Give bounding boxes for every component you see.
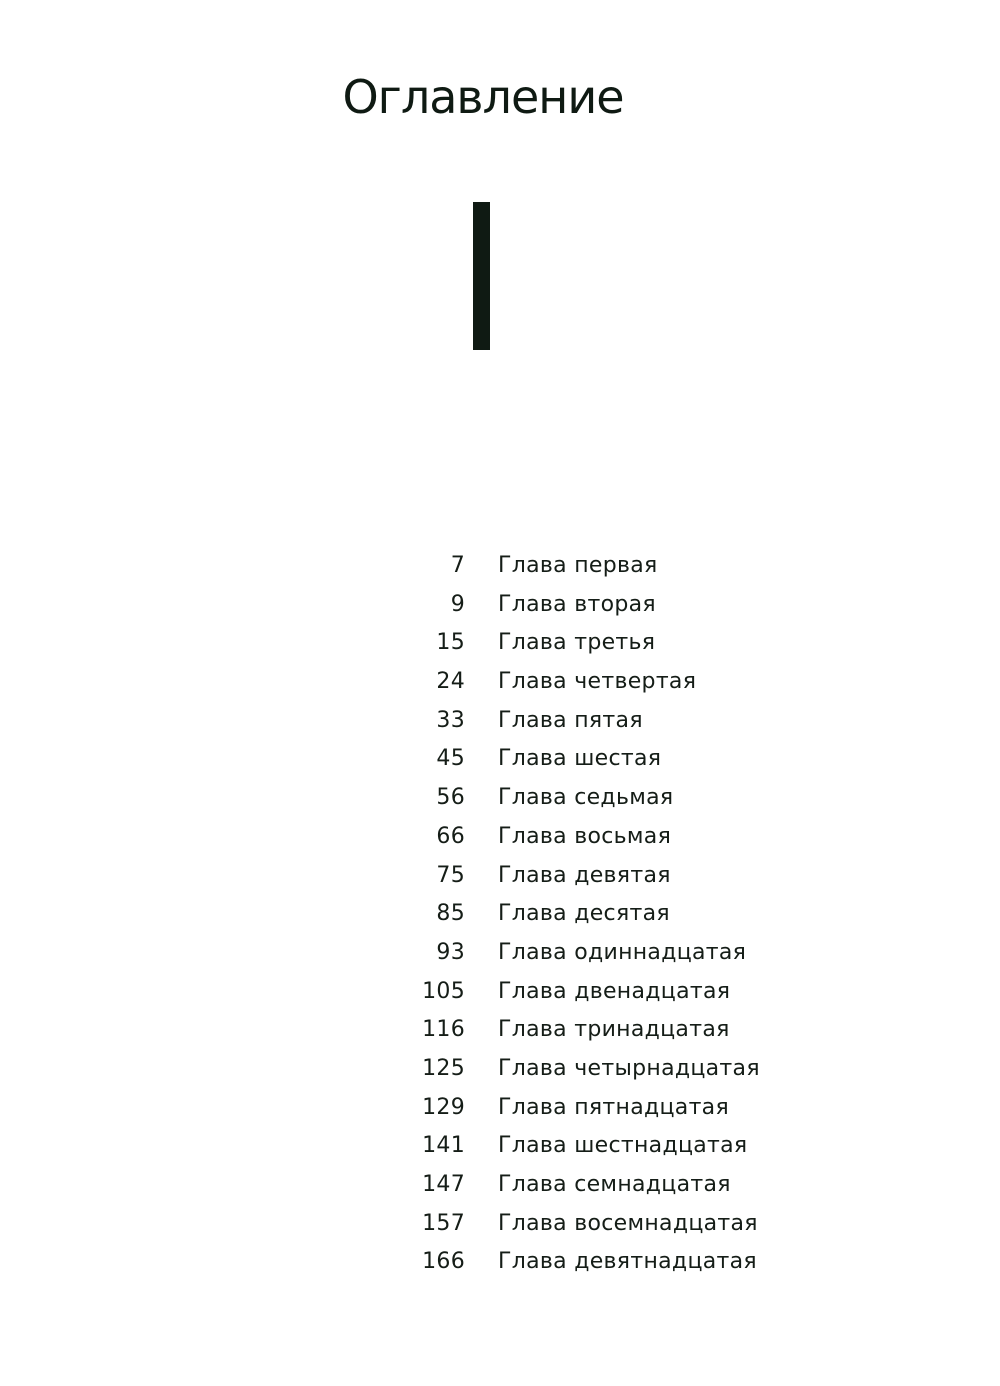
toc-entry[interactable] [380, 669, 880, 708]
part-numeral-label [473, 202, 474, 203]
toc-chapter-title: Глава двенадцатая [498, 978, 731, 1004]
toc-page-number: 157 [422, 1210, 465, 1236]
toc-page-number: 24 [436, 669, 465, 695]
toc-page-number: 129 [422, 1094, 465, 1120]
toc-page-number: 141 [422, 1133, 465, 1159]
toc-page-number: 116 [422, 1017, 465, 1043]
toc-entry[interactable] [380, 592, 880, 631]
toc-chapter-title: Глава вторая [498, 591, 656, 617]
toc-entry[interactable] [380, 979, 880, 1018]
toc-chapter-title: Глава одиннадцатая [498, 939, 747, 965]
toc-chapter-title: Глава восемнадцатая [498, 1210, 758, 1236]
toc-entry[interactable] [380, 1172, 880, 1211]
toc-entry[interactable] [380, 1133, 880, 1172]
toc-chapter-title: Глава девятая [498, 862, 671, 888]
toc-page-number: 33 [436, 707, 465, 733]
toc-chapter-title: Глава тринадцатая [498, 1017, 730, 1043]
table-of-contents [380, 553, 880, 1288]
toc-page-number: 75 [436, 862, 465, 888]
toc-chapter-title: Глава семнадцатая [498, 1172, 731, 1197]
toc-entry[interactable] [380, 708, 880, 747]
toc-entry[interactable] [380, 863, 880, 902]
toc-entry[interactable] [380, 940, 880, 979]
toc-page-number: 7 [450, 553, 465, 578]
toc-page-number: 166 [422, 1249, 465, 1275]
toc-chapter-title: Глава шестнадцатая [498, 1133, 748, 1159]
toc-chapter-title: Глава шестая [498, 746, 662, 772]
toc-page-number: 45 [436, 746, 465, 772]
part-numeral [473, 202, 490, 350]
toc-entry[interactable] [380, 901, 880, 940]
toc-entry[interactable] [380, 824, 880, 863]
toc-page-number: 93 [436, 939, 465, 965]
toc-chapter-title: Глава седьмая [498, 785, 674, 811]
toc-page-number: 15 [436, 630, 465, 656]
toc-page-number: 66 [436, 823, 465, 849]
toc-page-number: 147 [422, 1172, 465, 1197]
toc-chapter-title: Глава десятая [498, 901, 670, 927]
page-title: Оглавление [342, 70, 624, 124]
toc-page-number: 9 [450, 591, 465, 617]
toc-page-number: 125 [422, 1055, 465, 1081]
toc-entry[interactable] [380, 1017, 880, 1056]
toc-entry[interactable] [380, 785, 880, 824]
toc-entry[interactable] [380, 1211, 880, 1250]
toc-entry[interactable] [380, 1056, 880, 1095]
toc-entry[interactable] [380, 630, 880, 669]
toc-entry[interactable] [380, 553, 880, 592]
toc-chapter-title: Глава девятнадцатая [498, 1249, 757, 1275]
toc-chapter-title: Глава четвертая [498, 669, 697, 695]
toc-chapter-title: Глава пятая [498, 707, 643, 733]
toc-chapter-title: Глава третья [498, 630, 656, 656]
toc-chapter-title: Глава четырнадцатая [498, 1055, 760, 1081]
toc-entry[interactable] [380, 1249, 880, 1288]
toc-entry[interactable] [380, 1095, 880, 1134]
toc-page-number: 105 [422, 978, 465, 1004]
toc-entry[interactable] [380, 746, 880, 785]
toc-chapter-title: Глава пятнадцатая [498, 1094, 729, 1120]
toc-page-number: 56 [436, 785, 465, 811]
toc-page-number: 85 [436, 901, 465, 927]
toc-chapter-title: Глава восьмая [498, 823, 672, 849]
toc-chapter-title: Глава первая [498, 553, 658, 578]
